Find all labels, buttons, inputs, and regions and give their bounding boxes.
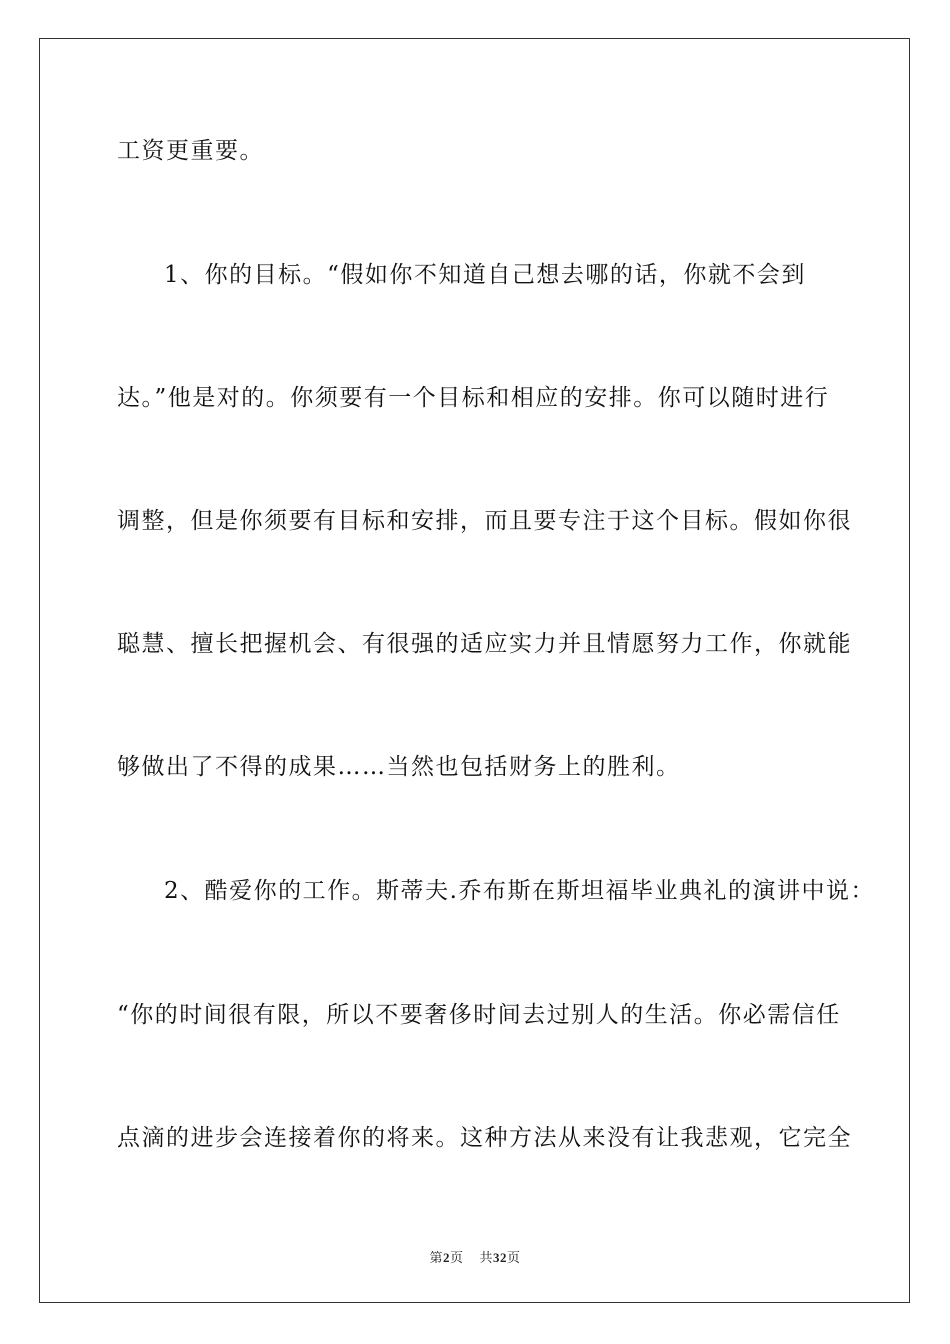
text-line: “你的时间很有限，所以不要奢侈时间去过别人的生活。你必需信任 [117, 1002, 841, 1028]
text-line: 1、你的目标。“假如你不知道自己想去哪的话，你就不会到 [164, 262, 806, 288]
total-pages: 32 [493, 1250, 508, 1265]
total-suffix: 页 [507, 1250, 521, 1265]
text-line: 点滴的进步会连接着你的将来。这种方法从来没有让我悲观，它完全 [117, 1125, 852, 1151]
text-line: 聪慧、擅长把握机会、有很强的适应实力并且情愿努力工作，你就能 [117, 631, 852, 657]
text-line: 够做出了不得的成果……当然也包括财务上的胜利。 [117, 754, 681, 780]
text-line: 工资更重要。 [117, 138, 264, 164]
page-footer [0, 1247, 950, 1266]
text-line: 2、酷爱你的工作。斯蒂夫.乔布斯在斯坦福毕业典礼的演讲中说： [164, 878, 875, 904]
page-prefix: 第 [429, 1250, 443, 1265]
text-line: 调整，但是你须要有目标和安排，而且要专注于这个目标。假如你很 [117, 508, 852, 534]
page-number: 2 [442, 1250, 450, 1265]
page-suffix: 页 [449, 1250, 464, 1265]
total-prefix: 共 [479, 1250, 494, 1265]
text-line: 达。”他是对的。你须要有一个目标和相应的安排。你可以随时进行 [117, 385, 830, 411]
page-border [39, 38, 910, 1303]
